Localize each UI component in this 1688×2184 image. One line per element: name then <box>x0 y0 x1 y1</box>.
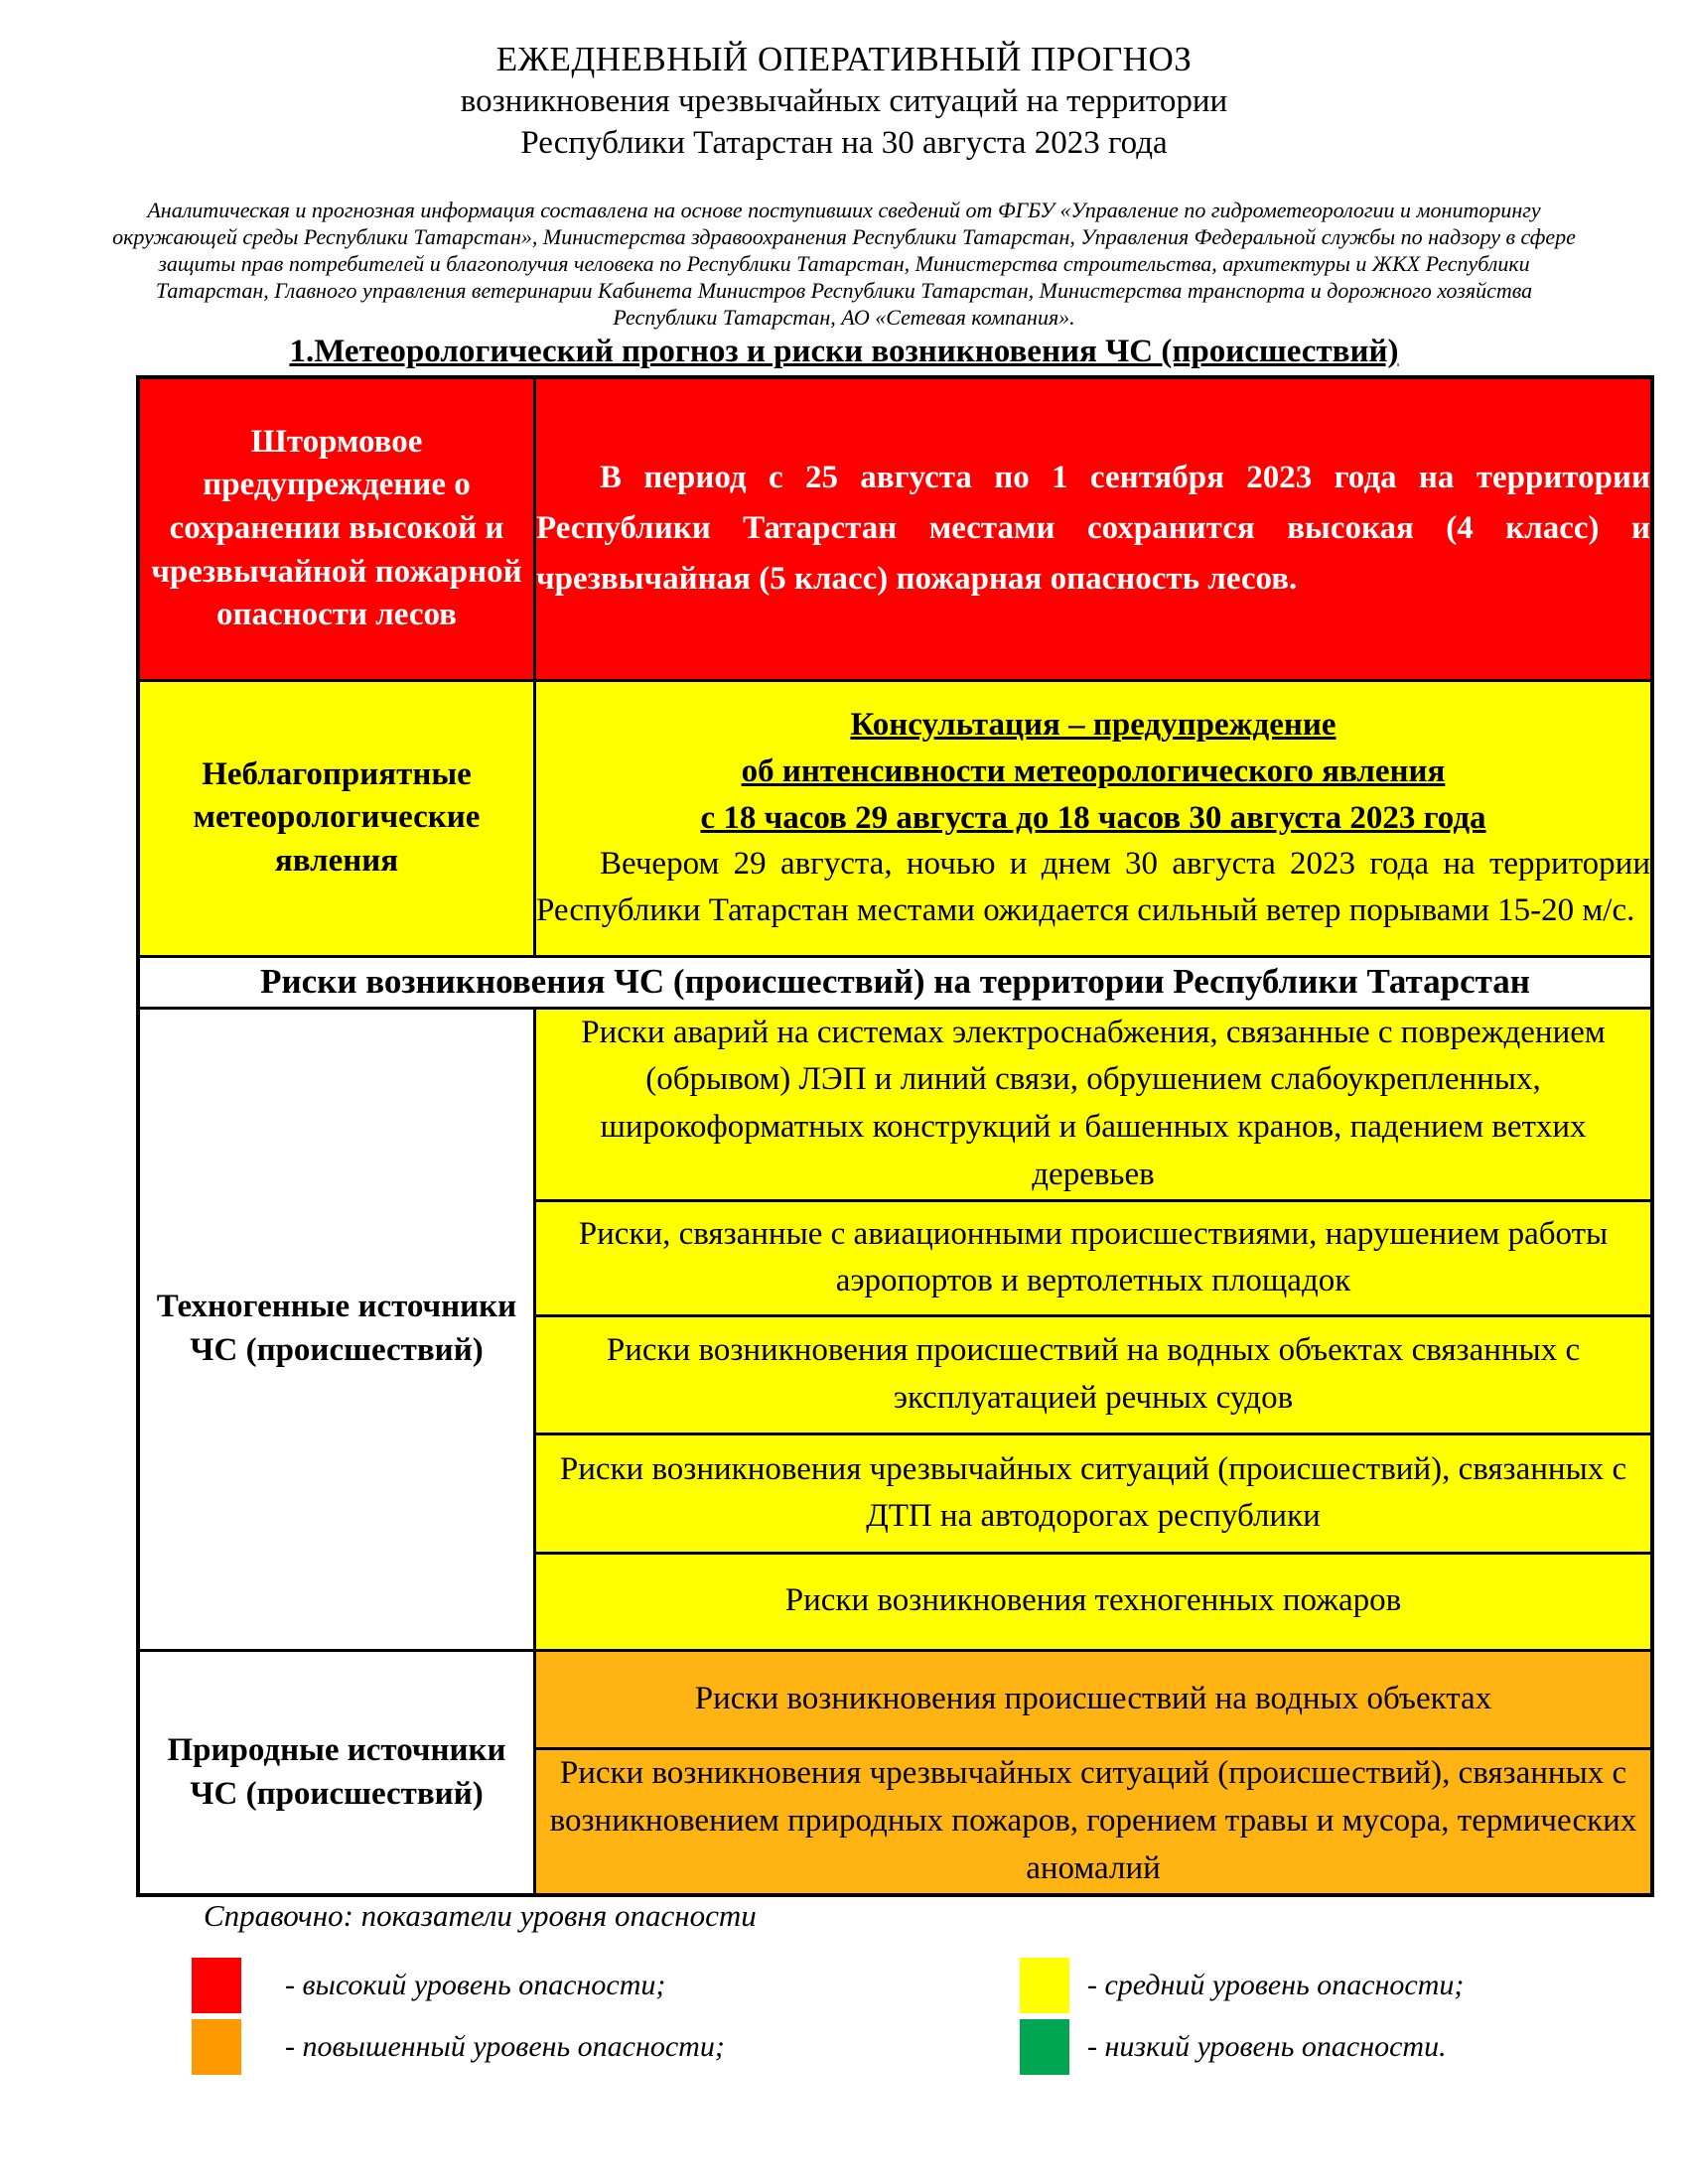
natural-risk-water-objects: Риски возникновения происшествий на водных объектах <box>535 1650 1653 1748</box>
technogenic-risk-aviation: Риски, связанные с авиационными происшествиями, нарушением работы аэропортов и вертолетных площадок <box>535 1200 1653 1315</box>
storm-warning-text-cell <box>535 377 1653 680</box>
source-note: Аналитическая и прогнозная информация составлена на основе поступивших сведений от ФГБУ «Управление по гидрометеорологии и мониторингу окружающей среды Республики Татарстан», Министерства здравоохранения Республики Татарстан, Управления Федеральной службы по надзору в сфере защиты прав потребителей и благополучия человека по Республики Татарстан, Министерства строительства, архитектуры и ЖКХ Республики Татарстан, Главного управления ветеринарии Кабинета Министров Республики Татарстан, Министерства транспорта и дорожного хозяйства Республики Татарстан, АО «Сетевая компания». <box>112 198 1576 330</box>
consultation-heading-line3: с 18 часов 29 августа до 18 часов 30 августа 2023 года <box>700 799 1486 836</box>
adverse-weather-row <box>138 680 1652 956</box>
technogenic-risk-row <box>138 1008 1652 1200</box>
low-danger-label: - низкий уровень опасности. <box>1087 2030 1447 2063</box>
technogenic-risk-road-accidents: Риски возникновения чрезвычайных ситуаций (происшествий), связанных с ДТП на автодорогах республики <box>535 1433 1653 1553</box>
medium-danger-swatch-icon <box>1020 1958 1069 2013</box>
storm-warning-text: В период с 25 августа по 1 сентября 2023 года на территории Республики Татарстан местами сохранится высокая (4 класс) и чрезвычайная (5 класс) пожарная опасность лесов. <box>536 460 1650 598</box>
high-danger-label: - высокий уровень опасности; <box>285 1969 666 2001</box>
forecast-table <box>136 375 1654 1897</box>
technogenic-label-cell: Техногенные источники ЧС (происшествий) <box>138 1008 535 1650</box>
adverse-weather-label-cell: Неблагоприятные метеорологические явления <box>138 680 535 956</box>
consultation-heading-line2: об интенсивности метеорологического явления <box>741 752 1446 789</box>
adverse-weather-text: Вечером 29 августа, ночью и днем 30 августа 2023 года на территории Республики Татарстан местами ожидается сильный ветер порывами 15-20 м/с. <box>536 846 1650 929</box>
technogenic-risk-power-lines: Риски аварий на системах электроснабжения, связанные с повреждением (обрывом) ЛЭП и линий связи, обрушением слабоукрепленных, широкоформатных конструкций и башенных кранов, падением ветхих деревьев <box>535 1008 1653 1200</box>
risks-header-cell: Риски возникновения ЧС (происшествий) на территории Республики Татарстан <box>138 956 1652 1008</box>
document-title-line1: ЕЖЕДНЕВНЫЙ ОПЕРАТИВНЫЙ ПРОГНОЗ <box>495 40 1193 78</box>
technogenic-risk-river-vessels: Риски возникновения происшествий на водных объектах связанных с эксплуатацией речных судов <box>535 1315 1653 1433</box>
high-danger-swatch-icon <box>192 1958 241 2013</box>
document-title-line2: возникновения чрезвычайных ситуаций на территории <box>460 83 1228 119</box>
storm-warning-row <box>138 377 1652 680</box>
medium-danger-label: - средний уровень опасности; <box>1087 1969 1465 2001</box>
risks-header-row <box>138 956 1652 1008</box>
consultation-heading-line1: Консультация – предупреждение <box>850 706 1336 743</box>
storm-warning-label-cell: Штормовое предупреждение о сохранении высокой и чрезвычайной пожарной опасности лесов <box>138 377 535 680</box>
elevated-danger-swatch-icon <box>192 2019 241 2075</box>
adverse-weather-text-cell <box>535 680 1653 956</box>
section1-heading: 1.Метеорологический прогноз и риски возникновения ЧС (происшествий) <box>289 334 1399 369</box>
natural-risk-wildfires: Риски возникновения чрезвычайных ситуаций (происшествий), связанных с возникновением природных пожаров, горением травы и мусора, термических аномалий <box>535 1748 1653 1895</box>
elevated-danger-label: - повышенный уровень опасности; <box>285 2030 725 2063</box>
technogenic-risk-fires: Риски возникновения техногенных пожаров <box>535 1553 1653 1650</box>
legend-title: Справочно: показатели уровня опасности <box>204 1898 757 1933</box>
document-title-line3: Республики Татарстан на 30 августа 2023 года <box>520 125 1168 161</box>
natural-label-cell: Природные источники ЧС (происшествий) <box>138 1650 535 1895</box>
natural-risk-row <box>138 1650 1652 1748</box>
low-danger-swatch-icon <box>1020 2019 1069 2075</box>
